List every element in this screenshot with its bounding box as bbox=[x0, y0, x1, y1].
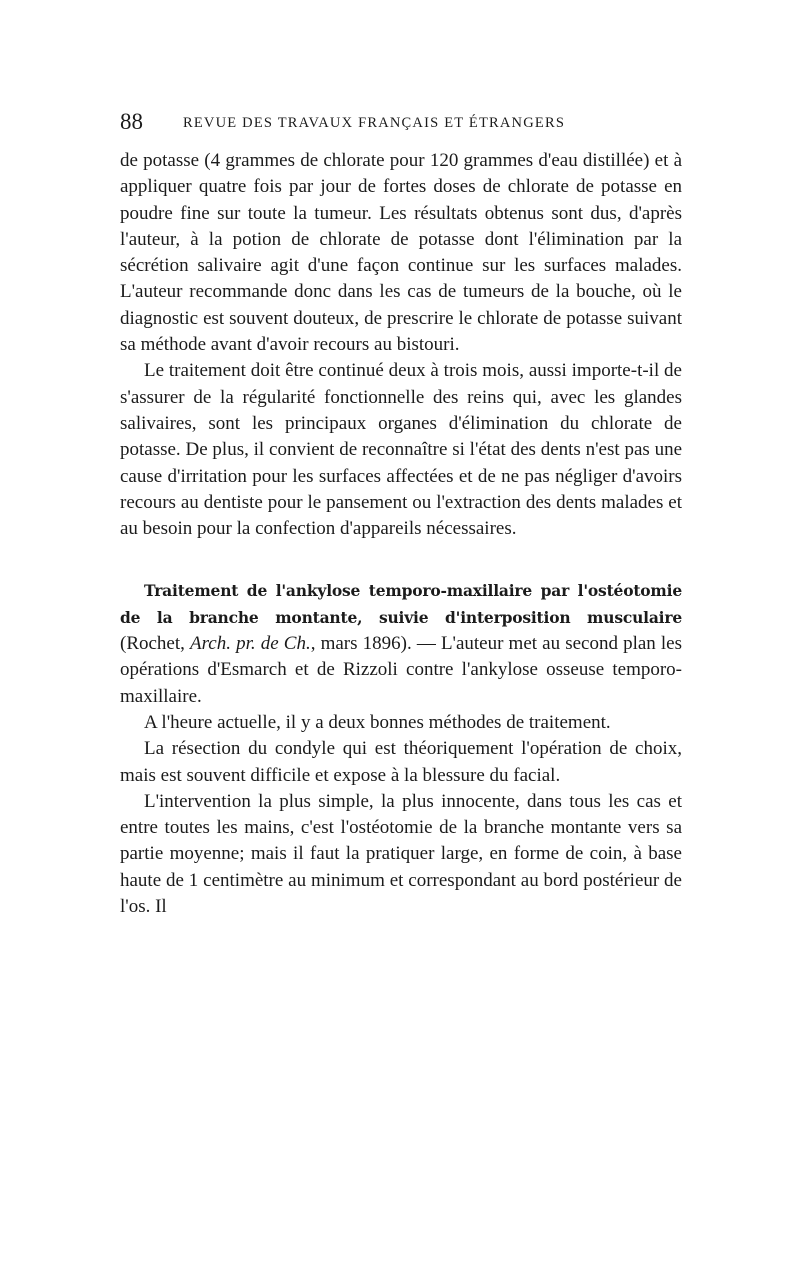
running-head bbox=[120, 108, 682, 136]
body-text bbox=[120, 148, 682, 920]
article-journal: Arch. pr. de Ch. bbox=[190, 633, 311, 655]
article-intro bbox=[120, 578, 682, 709]
page-number: 88 bbox=[120, 109, 143, 134]
running-title: REVUE DES TRAVAUX FRANÇAIS ET ÉTRANGERS bbox=[183, 115, 566, 131]
section-spacer bbox=[120, 542, 682, 578]
paragraph-osteotomy: L'intervention la plus simple, la plus innocente, dans tous les cas et entre toutes les mains, c'est l'ostéotomie de la branche montante vers sa partie moyenne; mais il faut la pratiquer large, en forme de coin, à base haute de 1 centimètre au minimum et correspondant au bord postérieur de l'os. Il bbox=[120, 790, 682, 918]
article-date-summary: , mars 1896). — L'auteur met au second plan les opérations d'Esmarch et de Rizzoli contre l'ankylose osseuse temporo-maxillaire. bbox=[120, 633, 683, 707]
paragraph-treatment: Le traitement doit être continué deux à trois mois, aussi importe-t-il de s'assurer de la régularité fonctionnelle des reins qui, avec les glandes salivaires, sont les principaux organes d'élimination du chlorate de potasse. De plus, il convient de reconnaître si l'état des dents n'est pas une cause d'irritation pour les surfaces affectées et de ne pas négliger d'avoirs recours au dentiste pour le pansement ou l'extraction des dents malades et au besoin pour la confection d'appareils nécessaires. bbox=[120, 360, 682, 540]
article-author: (Rochet, bbox=[120, 633, 191, 655]
paragraph-methods: A l'heure actuelle, il y a deux bonnes méthodes de traitement. bbox=[144, 711, 611, 733]
article-title: Traitement de l'ankylose temporo-maxillaire par l'ostéotomie de la branche montante, suivie d'interposition musculaire bbox=[120, 581, 682, 627]
paragraph-continued: de potasse (4 grammes de chlorate pour 120 grammes d'eau distillée) et à appliquer quatre fois par jour de fortes doses de chlorate de potasse en poudre fine sur toute la tumeur. Les résultats obtenus sont dus, d'après l'auteur, à la potion de chlorate de potasse dont l'élimination par la sécrétion salivaire agit d'une façon continue sur les surfaces malades. L'auteur recommande donc dans les cas de tumeurs de la bouche, où le diagnostic est souvent douteux, de prescrire le chlorate de potasse suivant sa méthode avant d'avoir recours au bistouri. bbox=[120, 150, 682, 356]
paragraph-resection: La résection du condyle qui est théoriquement l'opération de choix, mais est souvent difficile et expose à la blessure du facial. bbox=[120, 738, 682, 786]
book-page bbox=[120, 108, 682, 920]
